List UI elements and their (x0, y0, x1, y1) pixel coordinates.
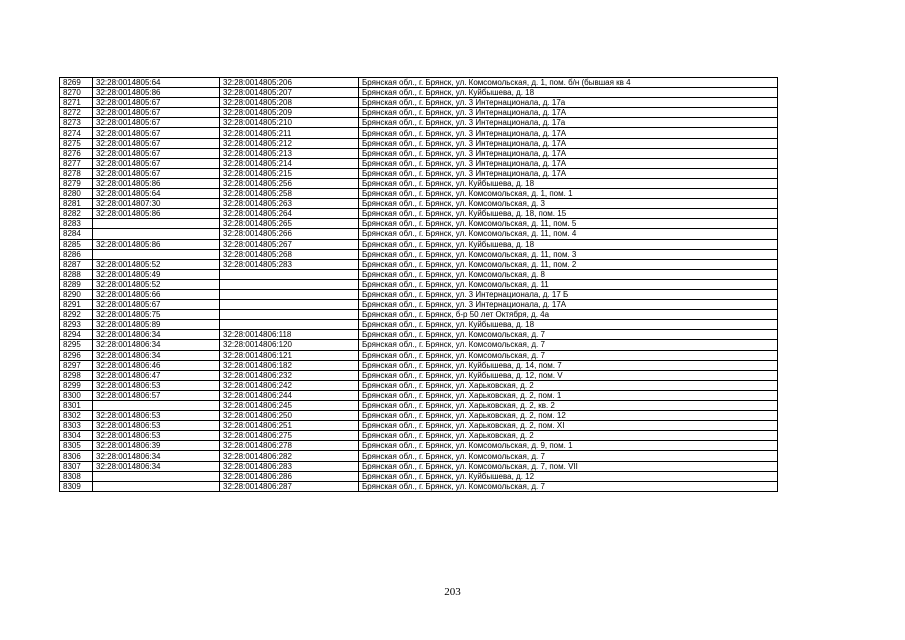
cadastral-number-cell: 32:28:0014805:209 (220, 108, 359, 118)
cadastral-registry-table (59, 77, 778, 492)
address-cell: Брянская обл., г. Брянск, ул. 3 Интернационала, д. 17А (359, 300, 778, 310)
row-number-cell: 8279 (60, 178, 93, 188)
address-cell: Брянская обл., г. Брянск, ул. Куйбышева, д. 12, пом. V (359, 370, 778, 380)
cadastral-number-cell (220, 289, 359, 299)
row-number-cell: 8303 (60, 421, 93, 431)
table-row (60, 350, 778, 360)
address-cell: Брянская обл., г. Брянск, ул. 3 Интернационала, д. 17А (359, 108, 778, 118)
parent-cadastral-number-cell: 32:28:0014805:86 (93, 209, 220, 219)
address-cell: Брянская обл., г. Брянск, ул. Куйбышева, д. 18 (359, 239, 778, 249)
parent-cadastral-number-cell: 32:28:0014806:46 (93, 360, 220, 370)
address-cell: Брянская обл., г. Брянск, ул. 3 Интернационала, д. 17А (359, 138, 778, 148)
row-number-cell: 8275 (60, 138, 93, 148)
table-body (60, 78, 778, 492)
table-row (60, 158, 778, 168)
row-number-cell: 8273 (60, 118, 93, 128)
address-cell: Брянская обл., г. Брянск, ул. Комсомольская, д. 11, пом. 2 (359, 259, 778, 269)
parent-cadastral-number-cell (93, 229, 220, 239)
cadastral-number-cell: 32:28:0014805:267 (220, 239, 359, 249)
parent-cadastral-number-cell (93, 481, 220, 491)
row-number-cell: 8270 (60, 88, 93, 98)
address-cell: Брянская обл., г. Брянск, ул. Комсомольская, д. 1, пом. б/н (бывшая кв 4 (359, 78, 778, 88)
cadastral-number-cell: 32:28:0014805:283 (220, 259, 359, 269)
cadastral-number-cell: 32:28:0014806:282 (220, 451, 359, 461)
parent-cadastral-number-cell (93, 471, 220, 481)
table-row (60, 168, 778, 178)
address-cell: Брянская обл., г. Брянск, ул. Харьковская, д. 2 (359, 380, 778, 390)
cadastral-number-cell: 32:28:0014805:208 (220, 98, 359, 108)
row-number-cell: 8278 (60, 168, 93, 178)
row-number-cell: 8286 (60, 249, 93, 259)
row-number-cell: 8287 (60, 259, 93, 269)
cadastral-number-cell: 32:28:0014806:251 (220, 421, 359, 431)
cadastral-number-cell: 32:28:0014805:206 (220, 78, 359, 88)
address-cell: Брянская обл., г. Брянск, ул. Харьковская, д. 2, кв. 2 (359, 401, 778, 411)
row-number-cell: 8284 (60, 229, 93, 239)
cadastral-number-cell: 32:28:0014805:211 (220, 128, 359, 138)
parent-cadastral-number-cell: 32:28:0014806:57 (93, 390, 220, 400)
table-row (60, 98, 778, 108)
address-cell: Брянская обл., г. Брянск, ул. Харьковская, д. 2 (359, 431, 778, 441)
cadastral-number-cell (220, 320, 359, 330)
table-row (60, 229, 778, 239)
cadastral-number-cell: 32:28:0014805:207 (220, 88, 359, 98)
address-cell: Брянская обл., г. Брянск, ул. Комсомольская, д. 11 (359, 279, 778, 289)
cadastral-number-cell: 32:28:0014805:265 (220, 219, 359, 229)
row-number-cell: 8288 (60, 269, 93, 279)
parent-cadastral-number-cell: 32:28:0014806:34 (93, 340, 220, 350)
parent-cadastral-number-cell: 32:28:0014806:53 (93, 380, 220, 390)
row-number-cell: 8301 (60, 401, 93, 411)
address-cell: Брянская обл., г. Брянск, ул. Куйбышева, д. 18, пом. 15 (359, 209, 778, 219)
address-cell: Брянская обл., г. Брянск, ул. Комсомольская, д. 9, пом. 1 (359, 441, 778, 451)
table-row (60, 269, 778, 279)
table-row (60, 431, 778, 441)
row-number-cell: 8308 (60, 471, 93, 481)
parent-cadastral-number-cell: 32:28:0014805:64 (93, 78, 220, 88)
table-row (60, 219, 778, 229)
parent-cadastral-number-cell: 32:28:0014806:39 (93, 441, 220, 451)
cadastral-number-cell (220, 279, 359, 289)
parent-cadastral-number-cell: 32:28:0014805:89 (93, 320, 220, 330)
table-row (60, 370, 778, 380)
row-number-cell: 8309 (60, 481, 93, 491)
row-number-cell: 8296 (60, 350, 93, 360)
table-row (60, 78, 778, 88)
cadastral-number-cell: 32:28:0014806:118 (220, 330, 359, 340)
parent-cadastral-number-cell (93, 401, 220, 411)
table-row (60, 320, 778, 330)
cadastral-number-cell: 32:28:0014805:263 (220, 199, 359, 209)
cadastral-number-cell: 32:28:0014805:268 (220, 249, 359, 259)
row-number-cell: 8285 (60, 239, 93, 249)
address-cell: Брянская обл., г. Брянск, ул. Комсомольская, д. 11, пом. 5 (359, 219, 778, 229)
address-cell: Брянская обл., г. Брянск, ул. Комсомольская, д. 11, пом. 3 (359, 249, 778, 259)
parent-cadastral-number-cell (93, 249, 220, 259)
address-cell: Брянская обл., г. Брянск, ул. Комсомольская, д. 8 (359, 269, 778, 279)
table-row (60, 461, 778, 471)
table-row (60, 390, 778, 400)
row-number-cell: 8304 (60, 431, 93, 441)
cadastral-number-cell: 32:28:0014806:283 (220, 461, 359, 471)
table-row (60, 209, 778, 219)
table-row (60, 421, 778, 431)
cadastral-number-cell: 32:28:0014805:256 (220, 178, 359, 188)
cadastral-number-cell: 32:28:0014806:287 (220, 481, 359, 491)
parent-cadastral-number-cell: 32:28:0014805:67 (93, 128, 220, 138)
table-row (60, 189, 778, 199)
parent-cadastral-number-cell: 32:28:0014805:86 (93, 88, 220, 98)
address-cell: Брянская обл., г. Брянск, ул. 3 Интернационала, д. 17а (359, 98, 778, 108)
cadastral-number-cell: 32:28:0014805:266 (220, 229, 359, 239)
address-cell: Брянская обл., г. Брянск, ул. Харьковская, д. 2, пом. XI (359, 421, 778, 431)
table-row (60, 289, 778, 299)
cadastral-number-cell: 32:28:0014806:286 (220, 471, 359, 481)
row-number-cell: 8293 (60, 320, 93, 330)
row-number-cell: 8283 (60, 219, 93, 229)
table-row (60, 239, 778, 249)
table-row (60, 178, 778, 188)
table-row (60, 259, 778, 269)
table-row (60, 471, 778, 481)
cadastral-number-cell (220, 310, 359, 320)
cadastral-number-cell: 32:28:0014806:232 (220, 370, 359, 380)
table-row (60, 330, 778, 340)
address-cell: Брянская обл., г. Брянск, ул. 3 Интернационала, д. 17А (359, 158, 778, 168)
table-row (60, 441, 778, 451)
row-number-cell: 8274 (60, 128, 93, 138)
table-row (60, 360, 778, 370)
parent-cadastral-number-cell: 32:28:0014806:53 (93, 421, 220, 431)
row-number-cell: 8294 (60, 330, 93, 340)
parent-cadastral-number-cell: 32:28:0014805:75 (93, 310, 220, 320)
address-cell: Брянская обл., г. Брянск, ул. 3 Интернационала, д. 17А (359, 168, 778, 178)
row-number-cell: 8299 (60, 380, 93, 390)
address-cell: Брянская обл., г. Брянск, ул. Куйбышева, д. 12 (359, 471, 778, 481)
cadastral-number-cell: 32:28:0014805:212 (220, 138, 359, 148)
parent-cadastral-number-cell: 32:28:0014805:52 (93, 259, 220, 269)
row-number-cell: 8297 (60, 360, 93, 370)
address-cell: Брянская обл., г. Брянск, ул. 3 Интернационала, д. 17А (359, 128, 778, 138)
table-row (60, 451, 778, 461)
parent-cadastral-number-cell: 32:28:0014806:34 (93, 461, 220, 471)
parent-cadastral-number-cell: 32:28:0014805:67 (93, 148, 220, 158)
address-cell: Брянская обл., г. Брянск, ул. Комсомольская, д. 7, пом. VII (359, 461, 778, 471)
address-cell: Брянская обл., г. Брянск, ул. Куйбышева, д. 18 (359, 320, 778, 330)
cadastral-number-cell: 32:28:0014806:242 (220, 380, 359, 390)
cadastral-number-cell: 32:28:0014805:214 (220, 158, 359, 168)
row-number-cell: 8307 (60, 461, 93, 471)
table-row (60, 300, 778, 310)
cadastral-number-cell: 32:28:0014806:250 (220, 411, 359, 421)
cadastral-number-cell (220, 300, 359, 310)
row-number-cell: 8306 (60, 451, 93, 461)
parent-cadastral-number-cell: 32:28:0014805:86 (93, 239, 220, 249)
row-number-cell: 8277 (60, 158, 93, 168)
row-number-cell: 8271 (60, 98, 93, 108)
cadastral-number-cell: 32:28:0014806:120 (220, 340, 359, 350)
row-number-cell: 8276 (60, 148, 93, 158)
row-number-cell: 8298 (60, 370, 93, 380)
parent-cadastral-number-cell: 32:28:0014806:34 (93, 451, 220, 461)
row-number-cell: 8289 (60, 279, 93, 289)
address-cell: Брянская обл., г. Брянск, ул. 3 Интернационала, д. 17а (359, 118, 778, 128)
address-cell: Брянская обл., г. Брянск, ул. Комсомольская, д. 7 (359, 330, 778, 340)
parent-cadastral-number-cell: 32:28:0014806:47 (93, 370, 220, 380)
parent-cadastral-number-cell: 32:28:0014806:34 (93, 350, 220, 360)
address-cell: Брянская обл., г. Брянск, ул. Комсомольская, д. 7 (359, 481, 778, 491)
address-cell: Брянская обл., г. Брянск, ул. Харьковская, д. 2, пом. 12 (359, 411, 778, 421)
table-row (60, 88, 778, 98)
parent-cadastral-number-cell: 32:28:0014805:86 (93, 178, 220, 188)
address-cell: Брянская обл., г. Брянск, б-р 50 лет Октября, д. 4а (359, 310, 778, 320)
parent-cadastral-number-cell: 32:28:0014806:53 (93, 411, 220, 421)
row-number-cell: 8292 (60, 310, 93, 320)
page-number: 203 (444, 586, 461, 598)
cadastral-number-cell: 32:28:0014805:213 (220, 148, 359, 158)
cadastral-number-cell: 32:28:0014805:210 (220, 118, 359, 128)
table-row (60, 249, 778, 259)
table-row (60, 148, 778, 158)
row-number-cell: 8290 (60, 289, 93, 299)
table-row (60, 411, 778, 421)
row-number-cell: 8305 (60, 441, 93, 451)
address-cell: Брянская обл., г. Брянск, ул. 3 Интернационала, д. 17 Б (359, 289, 778, 299)
cadastral-number-cell (220, 269, 359, 279)
parent-cadastral-number-cell: 32:28:0014805:66 (93, 289, 220, 299)
cadastral-number-cell: 32:28:0014806:121 (220, 350, 359, 360)
row-number-cell: 8272 (60, 108, 93, 118)
parent-cadastral-number-cell: 32:28:0014805:67 (93, 118, 220, 128)
parent-cadastral-number-cell (93, 219, 220, 229)
parent-cadastral-number-cell: 32:28:0014807:30 (93, 199, 220, 209)
parent-cadastral-number-cell: 32:28:0014805:67 (93, 138, 220, 148)
cadastral-number-cell: 32:28:0014805:264 (220, 209, 359, 219)
parent-cadastral-number-cell: 32:28:0014805:52 (93, 279, 220, 289)
row-number-cell: 8280 (60, 189, 93, 199)
cadastral-number-cell: 32:28:0014805:215 (220, 168, 359, 178)
parent-cadastral-number-cell: 32:28:0014805:64 (93, 189, 220, 199)
cadastral-number-cell: 32:28:0014806:278 (220, 441, 359, 451)
parent-cadastral-number-cell: 32:28:0014806:34 (93, 330, 220, 340)
table-row (60, 128, 778, 138)
row-number-cell: 8282 (60, 209, 93, 219)
table-row (60, 138, 778, 148)
address-cell: Брянская обл., г. Брянск, ул. Харьковская, д. 2, пом. 1 (359, 390, 778, 400)
parent-cadastral-number-cell: 32:28:0014805:49 (93, 269, 220, 279)
address-cell: Брянская обл., г. Брянск, ул. Комсомольская, д. 11, пом. 4 (359, 229, 778, 239)
parent-cadastral-number-cell: 32:28:0014805:67 (93, 168, 220, 178)
address-cell: Брянская обл., г. Брянск, ул. Куйбышева, д. 14, пом. 7 (359, 360, 778, 370)
cadastral-number-cell: 32:28:0014806:245 (220, 401, 359, 411)
cadastral-number-cell: 32:28:0014806:244 (220, 390, 359, 400)
cadastral-number-cell: 32:28:0014806:275 (220, 431, 359, 441)
table-row (60, 401, 778, 411)
parent-cadastral-number-cell: 32:28:0014806:53 (93, 431, 220, 441)
address-cell: Брянская обл., г. Брянск, ул. Комсомольская, д. 7 (359, 350, 778, 360)
address-cell: Брянская обл., г. Брянск, ул. Комсомольская, д. 1, пом. 1 (359, 189, 778, 199)
row-number-cell: 8302 (60, 411, 93, 421)
table-row (60, 108, 778, 118)
address-cell: Брянская обл., г. Брянск, ул. Куйбышева, д. 18 (359, 88, 778, 98)
table-row (60, 481, 778, 491)
address-cell: Брянская обл., г. Брянск, ул. 3 Интернационала, д. 17А (359, 148, 778, 158)
parent-cadastral-number-cell: 32:28:0014805:67 (93, 158, 220, 168)
parent-cadastral-number-cell: 32:28:0014805:67 (93, 98, 220, 108)
cadastral-number-cell: 32:28:0014805:258 (220, 189, 359, 199)
address-cell: Брянская обл., г. Брянск, ул. Комсомольская, д. 7 (359, 451, 778, 461)
row-number-cell: 8291 (60, 300, 93, 310)
row-number-cell: 8300 (60, 390, 93, 400)
table-row (60, 279, 778, 289)
address-cell: Брянская обл., г. Брянск, ул. Куйбышева, д. 18 (359, 178, 778, 188)
table-row (60, 199, 778, 209)
address-cell: Брянская обл., г. Брянск, ул. Комсомольская, д. 3 (359, 199, 778, 209)
table-row (60, 310, 778, 320)
table-row (60, 118, 778, 128)
table-row (60, 340, 778, 350)
address-cell: Брянская обл., г. Брянск, ул. Комсомольская, д. 7 (359, 340, 778, 350)
row-number-cell: 8281 (60, 199, 93, 209)
table-row (60, 380, 778, 390)
row-number-cell: 8269 (60, 78, 93, 88)
parent-cadastral-number-cell: 32:28:0014805:67 (93, 108, 220, 118)
cadastral-number-cell: 32:28:0014806:182 (220, 360, 359, 370)
parent-cadastral-number-cell: 32:28:0014805:67 (93, 300, 220, 310)
row-number-cell: 8295 (60, 340, 93, 350)
